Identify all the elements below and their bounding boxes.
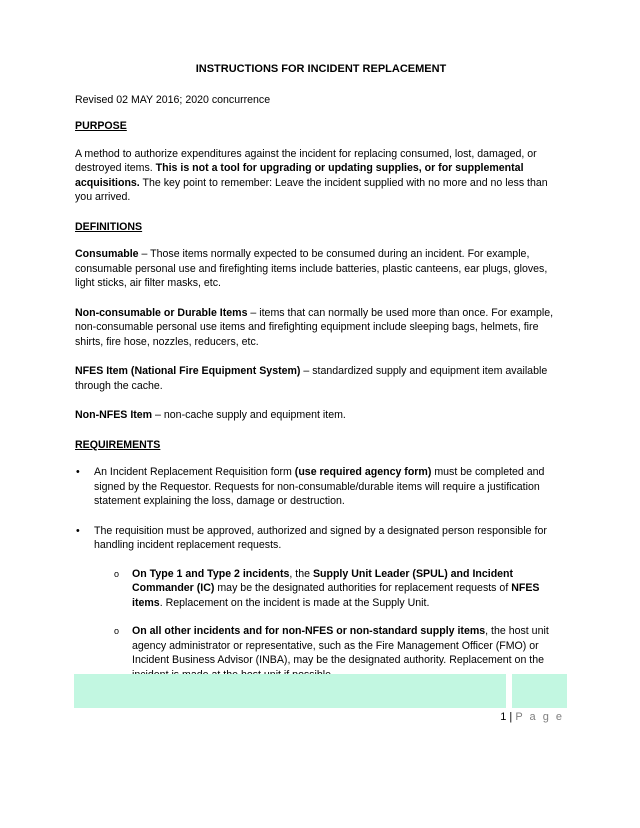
definitions-heading: DEFINITIONS	[75, 220, 143, 233]
requirement-subitem: o On all other incidents and for non-NFES or non-standard supply items, the host unit agency administrator or representative, such as the Fire Management Officer (FMO) or Incident Business Advisor (INBA), may be the designated authority. Replacement on the	[114, 625, 549, 666]
requirements-heading: REQUIREMENTS	[75, 438, 161, 451]
requirement-item: • An Incident Replacement Requisition form (use required agency form) must be completed and signed by the Requestor. Requests for non-consumable/durable items will require a justification statement explaining the loss, damage or destruction.	[76, 466, 545, 507]
purpose-heading: PURPOSE	[75, 120, 127, 132]
definition-non-consumable: Non-consumable or Durable Items – items that can normally be used more than once. For example, non-consumable personal use items and firefighting equipment include sleeping bags, helmets, fire shirts, fire hose, nozzles, reducers, etc.	[75, 306, 554, 348]
requirement-subitem: o On Type 1 and Type 2 incidents, the Supply Unit Leader (SPUL) and Incident Commander (IC) may be the designated authorities for replacement requests of NFES items. Replacement on the incident is made at the Supply Unit.	[114, 567, 540, 609]
document-title: INSTRUCTIONS FOR INCIDENT REPLACEMENT	[195, 63, 447, 75]
definition-nfes-item: NFES Item (National Fire Equipment System) – standardized supply and equipment item available through the cache.	[75, 365, 548, 392]
purpose-paragraph: A method to authorize expenditures against the incident for replacing consumed, lost, damaged, or destroyed items. This is not a tool for upgrading or updating supplies, or for supplemental acquisitions. The key point to remember: Leave the incident supplied with no more and no less than you arrived.	[75, 147, 548, 203]
definition-non-nfes-item: Non-NFES Item – non-cache supply and equipment item.	[75, 409, 346, 421]
document-body	[75, 62, 567, 697]
circle-bullet-icon: o	[114, 626, 120, 636]
page-number: 1 | P a g e	[500, 711, 564, 723]
definition-consumable: Consumable – Those items normally expected to be consumed during an incident. For example, consumable personal use and firefighting items include batteries, plastic canteens, ear plugs, gloves, light sticks, air filter masks, etc.	[75, 248, 548, 289]
footer-band-left	[74, 674, 506, 708]
requirement-item: • The requisition must be approved, authorized and signed by a designated person responsible for handling incident replacement requests. o On Type 1 and Type 2 incidents, the Supply Unit Leader (SPUL) and Incident Commander (IC) may be the designated authorities for replacement requests of NFES items. Replacement on the incident is made at the Supply Unit. o On all other incidents and for non-NFES or non-standard supply items, the host unit agency administrator or representative, such as the Fire Management Officer (FMO) or Incident Business Advisor (INBA), may be the designated authority. Replacement on the	[75, 524, 567, 683]
requirement-sublist	[94, 567, 567, 683]
revision-line: Revised 02 MAY 2016; 2020 concurrence	[75, 93, 271, 106]
bullet-icon: •	[76, 524, 80, 537]
requirements-list	[75, 465, 567, 682]
circle-bullet-icon: o	[114, 568, 120, 579]
bullet-icon: •	[76, 466, 80, 478]
footer-band-right	[512, 674, 567, 708]
